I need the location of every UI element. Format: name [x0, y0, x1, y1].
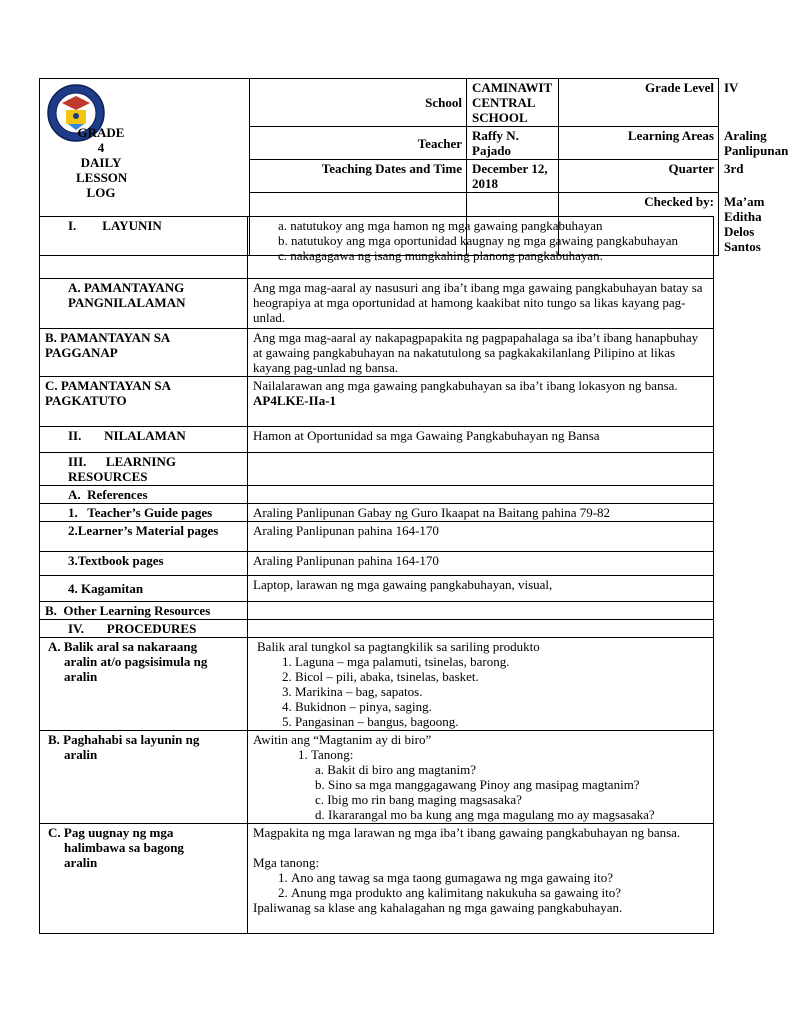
pamantayang-pangnilalaman-text: Ang mga mag-aaral ay nasusuri ang iba’t ibang mga gawaing pangkabuhayan batay sa heograpiya at mga oportunidad at hamong kaakibat nito tungo sa likas kayang pag-unlad.: [248, 279, 714, 329]
paghahabi-cell: [248, 731, 714, 824]
procedures-label: IV. PROCEDURES: [40, 620, 248, 638]
balik-aral-item: 4. Bukidnon – pinya, saging.: [295, 699, 708, 714]
school-value: CAMINAWIT CENTRAL SCHOOL: [467, 79, 559, 127]
learners-material-label: 2.Learner’s Material pages: [40, 522, 248, 552]
layunin-item: c. nakagagawa ng isang mungkahing planong pangkabuhayan.: [278, 248, 603, 263]
layunin-list: [248, 217, 714, 279]
learning-areas-label: Learning Areas: [559, 127, 719, 160]
balik-aral-item: 1. Laguna – mga palamuti, tsinelas, barong.: [295, 654, 708, 669]
teacher-label: Teacher: [250, 127, 467, 160]
competency-code: AP4LKE-IIa-1: [253, 393, 337, 408]
pag-uugnay-question: 2. Anung mga produkto ang kalimitang nakukuha sa gawaing ito?: [291, 885, 708, 900]
paghahabi-question: b. Sino sa mga manggagawang Pinoy ang masipag magtanim?: [315, 777, 640, 792]
references-label: A. References: [40, 486, 248, 504]
paghahabi-intro: Awitin ang “Magtanim ay di biro”: [253, 732, 432, 747]
paghahabi-tanong: 1. Tanong:: [311, 747, 708, 762]
blank-cell: [248, 620, 714, 638]
balik-aral-list: [257, 654, 708, 729]
pamantayan-pagganap-text: Ang mga mag-aaral ay nakapagpapakita ng pagpapahalaga sa iba’t ibang hanapbuhay at gawaing pangkabuhayan na nakatutulong sa pagkakakilanlang Pilipino at likas kayang pag-unlad ng bansa.: [248, 329, 714, 377]
pamantayan-pagganap-label: B. PAMANTAYAN SA PAGGANAP: [40, 329, 248, 377]
textbook-pages-value: Araling Panlipunan pahina 164-170: [248, 552, 714, 576]
pamantayan-pagkatuto-text: Nailalarawan ang mga gawaing pangkabuhayan sa iba’t ibang lokasyon ng bansa.: [253, 378, 678, 393]
pamantayang-pangnilalaman-label: A. PAMANTAYANG PANGNILALAMAN: [40, 279, 248, 329]
learning-resources-label: III. LEARNING RESOURCES: [40, 453, 248, 486]
teacher-value: Raffy N. Pajado: [467, 127, 559, 160]
paghahabi-label: B. Paghahabi sa layunin ng aralin: [40, 731, 248, 824]
checked-by-label: Checked by:: [559, 193, 719, 256]
layunin-item: a. natutukoy ang mga hamon ng mga gawaing pangkabuhayan: [278, 218, 603, 233]
blank-cell: [248, 486, 714, 504]
pag-uugnay-closing: Ipaliwanag sa klase ang kahalagahan ng mga gawaing pangkabuhayan.: [253, 900, 623, 915]
paghahabi-question: c. Ibig mo rin bang maging magsasaka?: [315, 792, 522, 807]
quarter-label: Quarter: [559, 160, 719, 193]
pag-uugnay-questions: [253, 870, 708, 900]
paghahabi-tanong-list: [253, 747, 708, 762]
kagamitan-value: Laptop, larawan ng mga gawaing pangkabuhayan, visual,: [248, 576, 714, 602]
header-table: GRADE 4 DAILY LESSON LOG School CAMINAWIT CENTRAL SCHOOL Grade Level IV Teacher Raffy N. Pajado Learning Areas Araling Panlipunan Teaching Dates and Time December 12, 2018 Quarter 3rd Checked by: Ma’am Editha Delos Santos: [39, 78, 719, 256]
other-resources-label: B. Other Learning Resources: [40, 602, 248, 620]
textbook-pages-label: 3.Textbook pages: [40, 552, 248, 576]
pag-uugnay-cell: [248, 824, 714, 934]
teachers-guide-value: Araling Panlipunan Gabay ng Guro Ikaapat na Baitang pahina 79-82: [248, 504, 714, 522]
pag-uugnay-tanong-label: Mga tanong:: [253, 855, 320, 870]
balik-aral-label: A. Balik aral sa nakaraang aralin at/o pagsisimula ng aralin: [40, 638, 248, 731]
pag-uugnay-label: C. Pag uugnay ng mga halimbawa sa bagong aralin: [40, 824, 248, 934]
teaching-dates-value: December 12, 2018: [467, 160, 559, 193]
paghahabi-question: d. Ikararangal mo ba kung ang mga magulang mo ay magsasaka?: [315, 807, 655, 822]
balik-aral-intro: Balik aral tungkol sa pagtangkilik sa sariling produkto: [257, 639, 540, 654]
school-label: School: [250, 79, 467, 127]
paghahabi-questions: [253, 762, 708, 822]
layunin-label: I. LAYUNIN: [40, 217, 248, 279]
blank-cell: [248, 602, 714, 620]
teaching-dates-label: Teaching Dates and Time: [250, 160, 467, 193]
balik-aral-cell: [248, 638, 714, 731]
kagamitan-label: 4. Kagamitan: [40, 576, 248, 602]
nilalaman-text: Hamon at Oportunidad sa mga Gawaing Pangkabuhayan ng Bansa: [248, 427, 714, 453]
pag-uugnay-question: 1. Ano ang tawag sa mga taong gumagawa ng mga gawaing ito?: [291, 870, 708, 885]
lesson-log-title: GRADE 4 DAILY LESSON LOG: [76, 125, 128, 200]
layunin-item: b. natutukoy ang mga oportunidad kaugnay ng mga gawaing pangkabuhayan: [278, 233, 679, 248]
teachers-guide-label: 1. Teacher’s Guide pages: [40, 504, 248, 522]
balik-aral-item: 5. Pangasinan – bangus, bagoong.: [295, 714, 708, 729]
learners-material-value: Araling Panlipunan pahina 164-170: [248, 522, 714, 552]
pamantayan-pagkatuto-label: C. PAMANTAYAN SA PAGKATUTO: [40, 377, 248, 427]
balik-aral-item: 3. Marikina – bag, sapatos.: [295, 684, 708, 699]
lesson-table: [39, 216, 714, 934]
grade-level-label: Grade Level: [559, 79, 719, 127]
blank-cell: [248, 453, 714, 486]
paghahabi-question: a. Bakit di biro ang magtanim?: [315, 762, 477, 777]
pamantayan-pagkatuto-cell: [248, 377, 714, 427]
pag-uugnay-intro: Magpakita ng mga larawan ng mga iba’t ibang gawaing pangkabuhayan ng bansa.: [253, 825, 681, 840]
balik-aral-item: 2. Bicol – pili, abaka, tsinelas, basket.: [295, 669, 708, 684]
nilalaman-label: II. NILALAMAN: [40, 427, 248, 453]
